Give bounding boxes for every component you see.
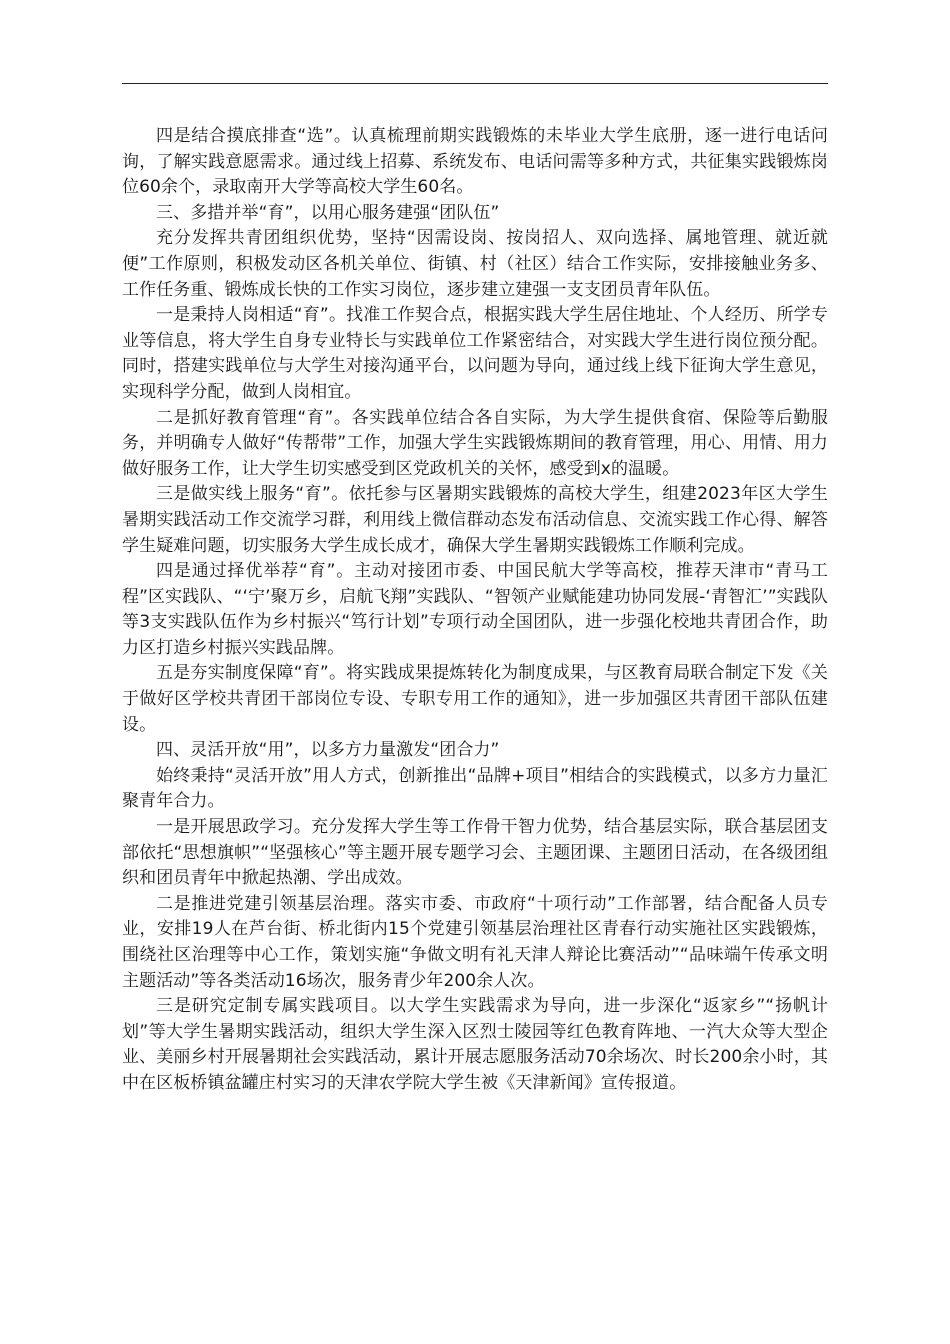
paragraph-12: 二是推进党建引领基层治理。落实市委、市政府“十项行动”工作部署，结合配备人员专业，安排19人在芦台街、桥北街内15个党建引领基层治理社区青春行动实施社区实践锻炼，围绕社区治理等中心工作，策划实施“争做文明有礼天津人辩论比赛活动”“品味端午传承文明主题活动”等各类活动16场次，服务青少年200余人次。 [122,893,828,991]
section-heading-3: 三、多措并举“育”，以用心服务建强“团队伍” [156,202,500,223]
paragraph-6: 三是做实线上服务“育”。依托参与区暑期实践锻炼的高校大学生，组建2023年区大学生暑期实践活动工作交流学习群，利用线上微信群动态发布活动信息、交流实践工作心得、解答学生疑难问题，切实服务大学生成长成才，确保大学生暑期实践锻炼工作顺利完成。 [122,484,828,556]
paragraph-3: 充分发挥共青团组织优势，坚持“因需设岗、按岗招人、双向选择、属地管理、就近就便”工作原则，积极发动区各机关单位、街镇、村（社区）结合工作实际，安排接触业务多、工作任务重、锻炼成长快的工作实习岗位，逐步建立建强一支支团员青年队伍。 [122,228,828,300]
paragraph-4: 一是秉持人岗相适“育”。找准工作契合点，根据实践大学生居住地址、个人经历、所学专业等信息，将大学生自身专业特长与实践单位工作紧密结合，对实践大学生进行岗位预分配。同时，搭建实践单位与大学生对接沟通平台，以问题为导向，通过线上线下征询大学生意见，实现科学分配，做到人岗相宜。 [122,305,828,402]
paragraph-11: 一是开展思政学习。充分发挥大学生等工作骨干智力优势，结合基层实际，联合基层团支部依托“思想旗帜”“坚强核心”等主题开展专题学习会、主题团课、主题团日活动，在各级团组织和团员青年中掀起热潮、学出成效。 [122,817,828,889]
section-heading-4: 四、灵活开放“用”，以多方力量激发“团合力” [156,740,500,761]
paragraph-1: 四是结合摸底排查“选”。认真梳理前期实践锻炼的未毕业大学生底册，逐一进行电话问询，了解实践意愿需求。通过线上招募、系统发布、电话问需等多种方式，共征集实践锻炼岗位60余个，录取南开大学等高校大学生60名。 [122,126,828,198]
paragraph-5: 二是抓好教育管理“育”。各实践单位结合各自实际，为大学生提供食宿、保险等后勤服务，并明确专人做好“传帮带”工作，加强大学生实践锻炼期间的教育管理，用心、用情、用力做好服务工作，让大学生切实感受到区党政机关的关怀，感受到x的温暖。 [122,407,828,479]
header-rule [122,83,828,84]
paragraph-10: 始终秉持“灵活开放”用人方式，创新推出“品牌+项目”相结合的实践模式，以多方力量汇聚青年合力。 [122,765,828,812]
document-body [122,124,828,1097]
paragraph-8: 五是夯实制度保障“育”。将实践成果提炼转化为制度成果，与区教育局联合制定下发《关于做好区学校共青团干部岗位专设、专职专用工作的通知》，进一步加强区共青团干部队伍建设。 [122,663,828,735]
paragraph-13: 三是研究定制专属实践项目。以大学生实践需求为导向，进一步深化“返家乡”“扬帆计划”等大学生暑期实践活动，组织大学生深入区烈士陵园等红色教育阵地、一汽大众等大型企业、美丽乡村开展暑期社会实践活动，累计开展志愿服务活动70余场次、时长200余小时，其中在区板桥镇盆罐庄村实习的天津农学院大学生被《天津新闻》宣传报道。 [122,996,828,1093]
paragraph-7: 四是通过择优举荐“育”。主动对接团市委、中国民航大学等高校，推荐天津市“青马工程”区实践队、“‘宁’聚万乡，启航飞翔”实践队、“智领产业赋能建功协同发展-‘青智汇’”实践队等3支实践队伍作为乡村振兴“笃行计划”专项行动全国团队，进一步强化校地共青团合作，助力区打造乡村振兴实践品牌。 [122,561,828,658]
